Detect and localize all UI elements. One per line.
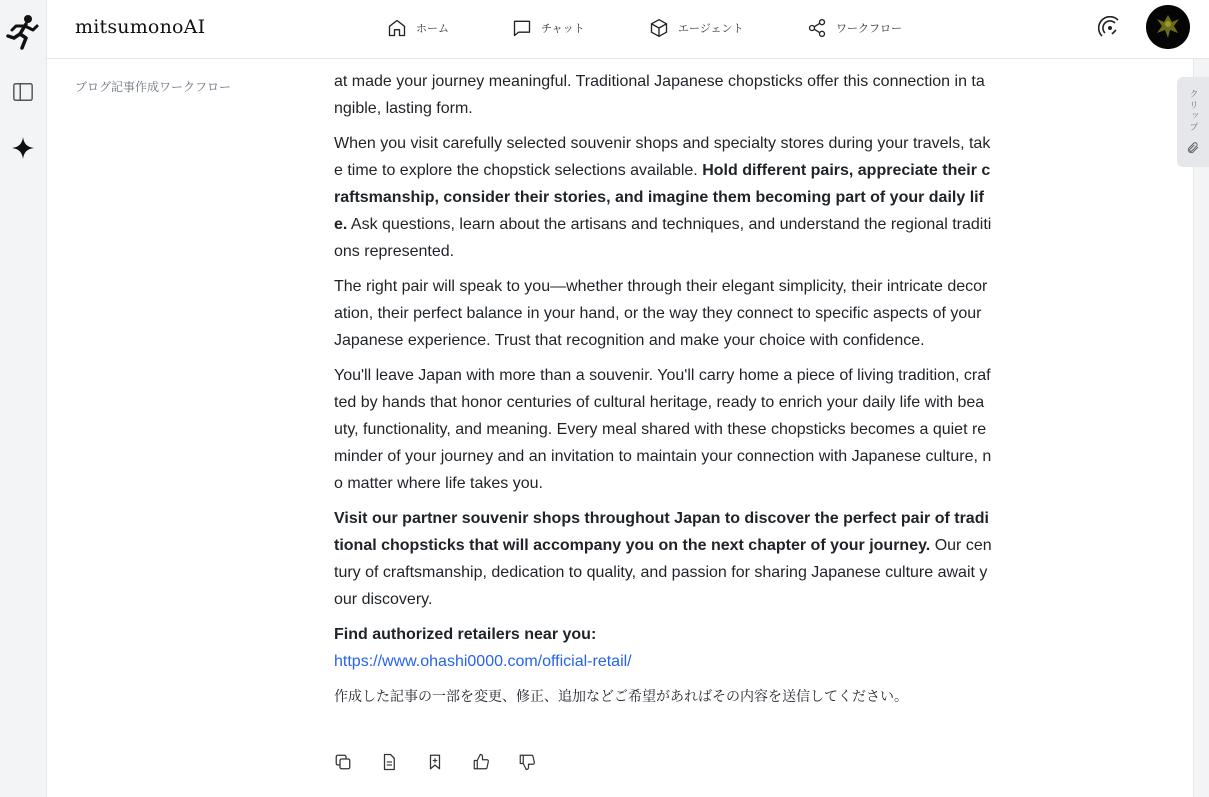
content-pane	[47, 59, 1193, 797]
retail-link-line	[334, 648, 992, 675]
copy-icon[interactable]	[334, 753, 352, 771]
message-actions	[334, 753, 536, 771]
nav-workflow[interactable]	[807, 16, 902, 40]
nav-chat[interactable]	[512, 16, 585, 40]
article-text: When you visit carefully selected souvenir shops and specialty stores during your travels, take time to explore the chopstick selections available.	[334, 135, 991, 179]
thumbs-up-icon[interactable]	[472, 753, 490, 771]
document-icon[interactable]	[380, 753, 398, 771]
article-body	[334, 73, 992, 718]
retail-heading-text: Find authorized retailers near you:	[334, 626, 597, 643]
article-bold-text: Visit our partner souvenir shops throughout Japan to discover the perfect pair of traditional chopsticks that will accompany you on the next chapter of your journey.	[334, 510, 989, 554]
nav-home-label: ホーム	[416, 22, 449, 35]
bookmark-icon[interactable]	[426, 753, 444, 771]
sparkle-icon[interactable]	[10, 135, 36, 161]
cube-icon	[649, 18, 669, 38]
nav-agent[interactable]	[649, 16, 744, 40]
broadcast-icon[interactable]	[1098, 16, 1122, 40]
home-icon	[387, 18, 407, 38]
retail-heading	[334, 621, 992, 648]
top-header	[47, 0, 1209, 59]
breadcrumb[interactable]: ブログ記事作成ワークフロー	[75, 80, 232, 94]
chat-icon	[512, 18, 532, 38]
nav-home[interactable]	[387, 16, 449, 40]
share-icon	[807, 18, 827, 38]
article-paragraph	[334, 130, 992, 265]
thumbs-down-icon[interactable]	[518, 753, 536, 771]
scrollbar[interactable]	[1193, 59, 1209, 797]
nav-workflow-label: ワークフロー	[836, 22, 902, 35]
article-paragraph	[334, 505, 992, 613]
edit-request-note: 作成した記事の一部を変更、修正、追加などご希望があればその内容を送信してください。	[334, 688, 908, 704]
nav-chat-label: チャット	[541, 22, 585, 35]
left-rail	[0, 0, 47, 797]
clip-tab-label: クリップ	[1187, 89, 1198, 133]
article-text: Our century of craftsmanship, dedication to quality, and passion for sharing Japanese culture await your discovery.	[334, 537, 992, 608]
article-text: Ask questions, learn about the artisans and techniques, and understand the regional traditions represented.	[334, 216, 992, 260]
article-bold-text: Hold different pairs, appreciate their craftsmanship, consider their stories, and imagine them becoming part of your daily life.	[334, 162, 991, 233]
nav-agent-label: エージェント	[678, 22, 744, 35]
avatar[interactable]	[1146, 5, 1190, 49]
article-paragraph: The right pair will speak to you—whether through their elegant simplicity, their intricate decoration, their perfect balance in your hand, or the way they connect to specific aspects of your Japanese experience. Trust that recognition and make your choice with confidence.	[334, 278, 988, 349]
paperclip-icon	[1186, 141, 1200, 155]
clip-tab[interactable]	[1177, 77, 1209, 167]
retail-link[interactable]: https://www.ohashi0000.com/official-retail/	[334, 653, 632, 670]
article-paragraph: at made your journey meaningful. Traditional Japanese chopsticks offer this connection in tangible, lasting form.	[334, 73, 985, 117]
runner-logo-icon[interactable]	[6, 14, 40, 50]
sidebar-toggle-icon[interactable]	[10, 79, 36, 105]
brand-name[interactable]: mitsumonoAI	[75, 16, 206, 38]
article-paragraph: You'll leave Japan with more than a souvenir. You'll carry home a piece of living tradition, crafted by hands that honor centuries of cultural heritage, ready to enrich your daily life with beauty, functionality, and meaning. Every meal shared with these chopsticks becomes a quiet reminder of your journey and an invitation to maintain your connection with Japanese culture, no matter where life takes you.	[334, 367, 992, 492]
